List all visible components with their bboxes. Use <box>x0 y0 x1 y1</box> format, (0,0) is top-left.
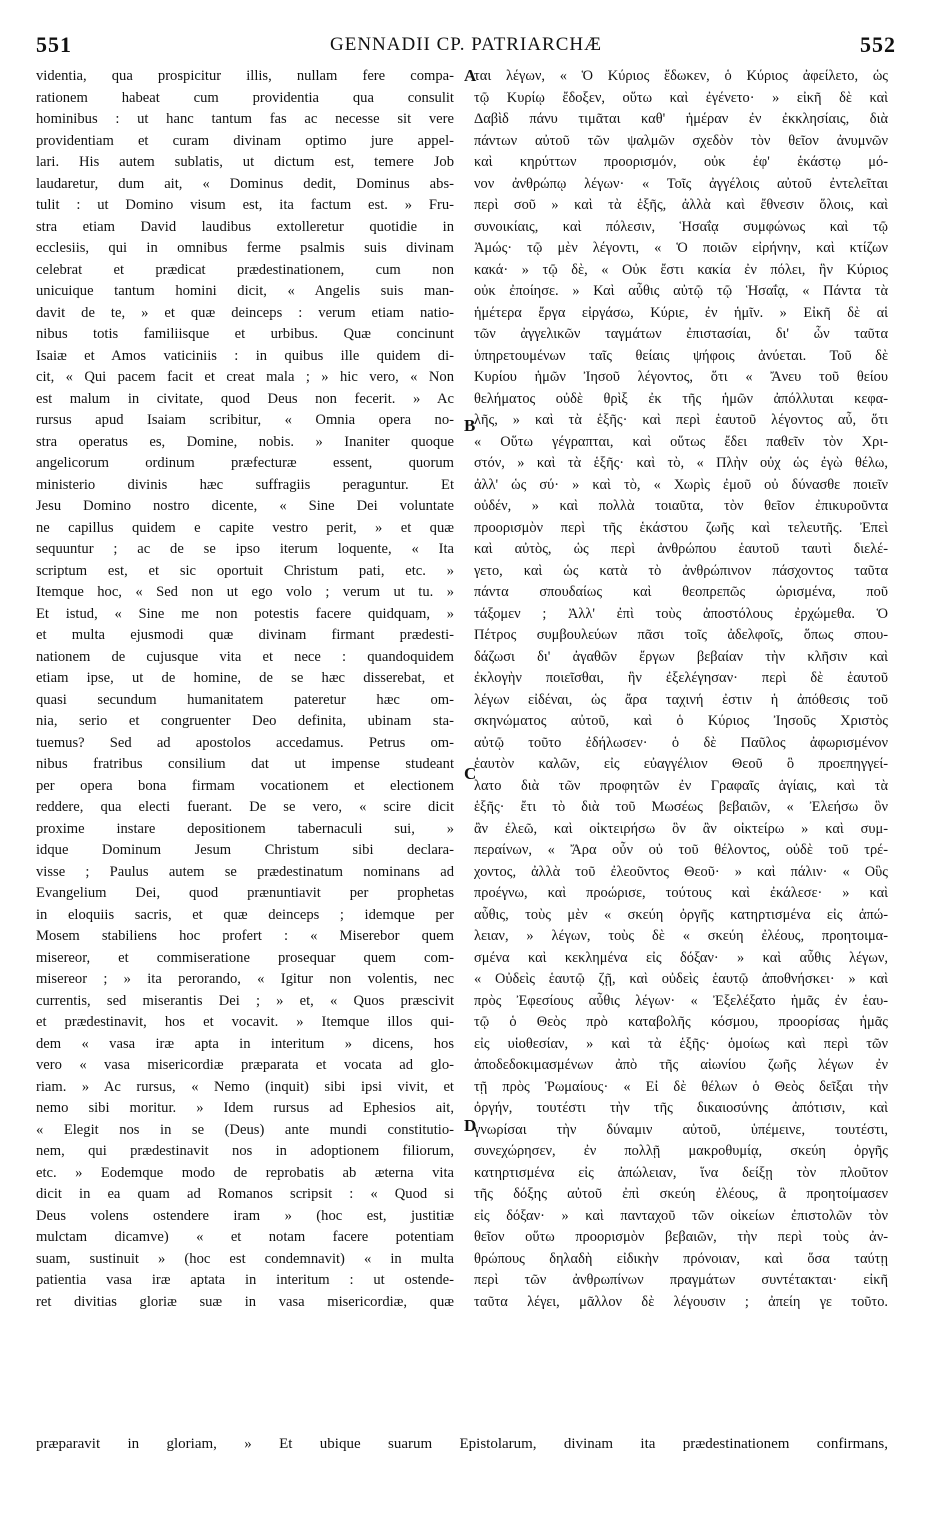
greek-text-line: ὑπηρετουμένων ταῖς θείαις ψήφοις ἀνύεται. Τοῦ δὲ <box>474 347 888 364</box>
greek-text-line: θρώπους δηλαδὴ εἰδικὴν πρόνοιαν, καὶ ὅσα ταύτῃ <box>474 1250 888 1267</box>
margin-letter-c: C <box>464 764 477 783</box>
latin-text-line: angelicorum ordinum præfecturæ essent, quorum <box>36 455 454 471</box>
margin-letter-a: A <box>464 66 477 85</box>
latin-text-line: davit de te, » et quæ deinceps : verum etiam natio- <box>36 304 454 321</box>
greek-text-line: προορισμὸν περὶ τῆς ἑκάστου ζωῆς καὶ τελευτῆς. Ἐπεὶ <box>474 519 888 536</box>
latin-text-line: Itemque hoc, « Sed non ut ego volo ; verum ut tu. » <box>36 584 454 600</box>
margin-letter-b: B <box>464 416 476 435</box>
greek-text-line: συνοικίαις, καὶ πόλεσιν, Ἡσαΐᾳ συμφώνως καὶ τῷ <box>474 218 888 235</box>
latin-column <box>36 66 454 1313</box>
latin-text-line: mulctam dicamve) « et notam facere potentiam <box>36 1229 454 1245</box>
latin-text-line: ecclesiis, qui in omnibus ferme psalmis suis divinam <box>36 240 454 256</box>
latin-text-line: videntia, qua prospicitur illis, nullam fere compa- <box>36 68 454 84</box>
greek-text-line: ἑαυτὸν καλῶν, εἰς εὐαγγέλιον Θεοῦ ὃ προεπηγγεί- <box>474 756 888 772</box>
latin-text-line: Jesu Domino nostro dicente, « Sine Dei voluntate <box>36 498 454 514</box>
greek-text-line: ἑξῆς· ἔτι τὸ διὰ τοῦ Μωσέως βεβαιῶν, « Ἐλεήσω ὃν <box>474 799 888 815</box>
greek-text-line: καὶ κηρύττων προορισμόν, οὐκ ἐφ' ἑκάστῳ μό- <box>474 154 888 170</box>
greek-text-line: συνεχώρησεν, ἐν πολλῇ μακροθυμίᾳ, σκεύη ὀργῆς <box>474 1143 888 1159</box>
greek-text-line: σκηνώματος αὐτοῦ, καὶ ὁ Κύριος Ἰησοῦς Χριστὸς <box>474 713 888 729</box>
greek-text-line: Ἀμώς· τῷ μὲν λέγοντι, « Ὁ ποιῶν εἰρήνην, καὶ κτίζων <box>474 240 888 256</box>
latin-text-line: visse ; Paulus autem se prædestinatum nominans ad <box>36 863 454 880</box>
greek-text-line: εἰς υἱοθεσίαν, » καὶ τὰ ἑξῆς· ὁμοίως καὶ περὶ τῶν <box>474 1035 888 1052</box>
greek-text-line: τῶν ἀγγελικῶν ταγμάτων ἐπιστασίαι, δι' ὧν ταῦτα <box>474 326 888 342</box>
latin-text-line: stra operatus es, Domine, nobis. » Inaniter quoque <box>36 433 454 450</box>
margin-letter-d: D <box>464 1116 477 1135</box>
latin-text-line: misereor ; » ita perorando, « Igitur non volentis, nec <box>36 971 454 987</box>
latin-text-line: misereor, et commiseratione prosequar quem com- <box>36 949 454 966</box>
latin-text-line: Mosem stabiliens hoc profert : « Miserebor quem <box>36 928 454 944</box>
latin-text-line: riam. » Ac rursus, « Nemo (inquit) sibi ipsi vivit, et <box>36 1078 454 1095</box>
greek-text-line: λέγων εἰδέναι, ὡς ἄρα ταχινή ἐστιν ἡ ἀπόθεσις τοῦ <box>474 691 888 708</box>
latin-text-line: « Elegit nos in se (Deus) ante mundi constitutio- <box>36 1121 454 1138</box>
greek-text-line: γετο, καὶ ὡς κατὰ τὸ ἀνθρώπινον πάσχοντος ταῦτα <box>474 562 888 579</box>
greek-text-line: ἡμέτερα ἔργα εἰργάσω, Κύριε, ἐν ἡμῖν. » Εἰκῆ δὲ αἱ <box>474 304 888 321</box>
greek-text-line: Δαβὶδ πάνυ τιμᾶται καθ' ἡμέραν ἐν ἐκκλησίαις, διὰ <box>474 111 888 127</box>
greek-text-line: εἰς δόξαν· » καὶ πανταχοῦ τῶν οἰκείων ἐπιστολῶν τὸν <box>474 1207 888 1224</box>
latin-text-line: reddere, qua electi fuerant. De se vero, « scire dicit <box>36 799 454 815</box>
latin-text-line: lari. His autem sublatis, ut dictum est, temere Job <box>36 154 454 170</box>
latin-text-line: proxime instare depositionem tabernaculi sui, » <box>36 820 454 837</box>
greek-text-line: καὶ αὐτὸς, ὡς περὶ ἀνθρώπου ἑαυτοῦ ταυτὶ διελέ- <box>474 541 888 557</box>
greek-text-line: κατηρτισμένα εἰς ἀπώλειαν, ἵνα δείξῃ τὸν πλοῦτον <box>474 1164 888 1181</box>
latin-text-line: Deus volens ostendere iram » (hoc est, justitiæ <box>36 1207 454 1224</box>
greek-text-line: Κυρίου ἡμῶν Ἰησοῦ λέγοντος, ὅτι « Ἄνευ τοῦ θείου <box>474 369 888 385</box>
latin-text-line: laudaretur, dum ait, « Dominus dedit, Dominus abs- <box>36 175 454 192</box>
greek-text-line: περὶ τῶν ἀνθρωπίνων πραγμάτων συντέτακται· εἰκῆ <box>474 1272 888 1288</box>
greek-text-line: ἂν ἐλεῶ, καὶ οἰκτειρήσω ὃν ἂν οἰκτείρω » καὶ συμ- <box>474 820 888 837</box>
latin-text-line: vero « vasa misericordiæ præparata et vocata ad glo- <box>36 1057 454 1073</box>
greek-text-line: περαίνων, « Ἄρα οὖν οὐ τοῦ θέλοντος, οὐδὲ τοῦ τρέ- <box>474 842 888 858</box>
greek-text-line: πάντα σπουδαίως καὶ θεοπρεπῶς ὡρισμένα, ποῦ <box>474 584 888 600</box>
greek-text-line: ἀποδεδοκιμασμένων ἀπὸ τῆς αἰωνίου ζωῆς λέγων ἐν <box>474 1057 888 1073</box>
latin-text-line: nem, qui prædestinavit nos in adoptionem filiorum, <box>36 1143 454 1159</box>
greek-text-line: ται λέγων, « Ὁ Κύριος ἔδωκεν, ὁ Κύριος ἀφείλετο, ὡς <box>474 68 888 84</box>
latin-text-line: idque Dominum Jesum Christum sibi declara- <box>36 842 454 858</box>
latin-text-line: celebrat et prædicat prædestinationem, cum non <box>36 261 454 278</box>
latin-text-line: sequuntur ; ac de se ipso iterum loquente, « Ita <box>36 541 454 557</box>
latin-text-line: quasi secundum humanitatem pateretur hæc om- <box>36 691 454 708</box>
greek-text-line: δάζωσι δι' ἀγαθῶν ἔργων βεβαίαν τὴν κλῆσιν καὶ <box>474 648 888 665</box>
running-title: GENNADII CP. PATRIARCHÆ <box>330 34 602 55</box>
greek-text-line: Πέτρος συμβουλεύων πᾶσι τοῖς ἀδελφοῖς, ὅπως σπου- <box>474 627 888 643</box>
greek-text-line: οὐκ ἐποίησε. » Καὶ αὖθις αὐτῷ τῷ Ἡσαΐᾳ, « Πάντα τὰ <box>474 283 888 299</box>
latin-text-line: scriptum est, et sic oportuit Christum pati, etc. » <box>36 562 454 579</box>
latin-text-line: dicit in ea quam ad Romanos scripsit : « Quod si <box>36 1186 454 1202</box>
greek-text-line: « Οὕτω γέγραπται, καὶ οὕτως ἔδει παθεῖν τὸν Χρι- <box>474 433 888 450</box>
page-header <box>36 28 896 60</box>
left-page-number: 551 <box>36 32 72 57</box>
greek-text-line: τῷ Κυρίῳ ἔδοξεν, οὕτω καὶ ἐγένετο· » εἰκῆ δὲ καὶ <box>474 89 888 106</box>
latin-text-line: ne capillus quidem e capite vestro perit, » et quæ <box>36 519 454 536</box>
latin-text-line: suam, sustinuit » (hoc est condemnavit) « in multa <box>36 1250 454 1267</box>
greek-text-line: σμένα καὶ κεκλημένα εἰς δόξαν· » καὶ αὖθις λέγων, <box>474 949 888 966</box>
greek-text-line: λειαν, » λέγων, τοὺς δὲ « σκεύη ἐλέους, προητοιμα- <box>474 928 888 944</box>
latin-text-line: ministerio divinis hæc suffragiis peraguntur. Et <box>36 476 454 493</box>
greek-text-line: θεῖον οὕτω προορισμὸν βεβαιῶν, τὴν περὶ τοὺς ἀν- <box>474 1229 888 1245</box>
greek-text-line: γνωρίσαι τὴν δύναμιν αὐτοῦ, ὑπέμεινε, τουτέστι, <box>474 1121 888 1138</box>
latin-text-line: Et istud, « Sine me non potestis facere quidquam, » <box>36 605 454 622</box>
greek-text-line: χοντος, ἀλλὰ τοῦ ἐλεοῦντος Θεοῦ· » καὶ πάλιν· « Οὓς <box>474 863 888 880</box>
latin-text-line: Evangelium Dei, quod prænuntiavit per prophetas <box>36 885 454 901</box>
latin-text-line: dem « vasa iræ apta in interitum » dicens, hos <box>36 1035 454 1052</box>
latin-text-line: hominibus : ut hanc tantum fas ac necesse sit vere <box>36 111 454 127</box>
greek-text-line: ὀργήν, τουτέστι τὴν τῆς δικαιοσύνης ἀπότισιν, καὶ <box>474 1100 888 1116</box>
latin-text-line: nibus totis familiisque et urbibus. Quæ concinunt <box>36 326 454 342</box>
latin-text-line: ret divitias gloriæ suæ in vasa misericordiæ, quæ <box>36 1293 454 1310</box>
latin-text-line: stra etiam David laudibus extolleretur quotidie in <box>36 218 454 235</box>
latin-text-line: unicuique tantum homini dicit, « Angelis suis man- <box>36 283 454 299</box>
latin-text-line: tulit : ut Domino visum est, ita factum est. » Fru- <box>36 197 454 213</box>
latin-text-line: est malum in civitate, quod Deus non fecerit. » Ac <box>36 390 454 407</box>
greek-text-line: ἐκλογὴν ποιεῖσθαι, ἣν ἐξελέγησαν· περὶ δὲ ἑαυτοῦ <box>474 670 888 686</box>
greek-column <box>474 66 888 1313</box>
greek-text-line: τάξομεν ; Ἀλλ' ἐπὶ τοὺς ἀποστόλους ἐρχώμεθα. Ὁ <box>474 605 888 622</box>
greek-text-line: τῷ ὁ Θεὸς πρὸ καταβολῆς κόσμου, προορίσας ἡμᾶς <box>474 1014 888 1030</box>
latin-text-line: rationem habeat cum providentia qua consulit <box>36 89 454 106</box>
greek-text-line: οὐδέν, » καὶ πολλὰ τοιαῦτα, τὸν θεῖον ἐπικυροῦντα <box>474 498 888 514</box>
latin-text-line: nia, serio et congruenter Deo definita, ubinam sta- <box>36 713 454 729</box>
greek-text-line: ἀλλ' ὡς σύ· » καὶ τὸ, « Χωρὶς ἐμοῦ οὐ δύνασθε ποιεῖν <box>474 476 888 493</box>
greek-text-line: πρὸς Ἐφεσίους αὖθις λέγων· « Ἐξελέξατο ἡμᾶς ἐν ἑαυ- <box>474 992 888 1009</box>
latin-text-line: per opera bona firmam vocationem et electionem <box>36 777 454 794</box>
latin-text-line: rursus apud Isaiam scribitur, « Omnia opera no- <box>36 412 454 428</box>
greek-text-line: περὶ σοῦ » καὶ τὰ ἑξῆς, ἀλλὰ καὶ ἔθνεσιν ὅλοις, καὶ <box>474 197 888 213</box>
latin-text-line: providentiam et curam divinam optimo jure appel- <box>36 132 454 149</box>
latin-text-line: in eloquiis sacris, et quæ deinceps ; idemque per <box>36 906 454 923</box>
right-page-number: 552 <box>860 32 896 57</box>
greek-text-line: αὖθις, τοὺς μὲν « σκεύη ὀργῆς κατηρτισμένα εἰς ἀπώ- <box>474 906 888 923</box>
latin-text-line: nationem de cujusque vita et nece : quandoquidem <box>36 648 454 665</box>
latin-text-line: nemo sibi moritur. » Idem rursus ad Ephesios ait, <box>36 1100 454 1116</box>
greek-text-line: πάντων αὐτοῦ τῶν ψαλμῶν σχεδὸν τὸν θεῖον ἀνυμνῶν <box>474 132 888 149</box>
greek-text-line: τῇ πρὸς Ῥωμαίους· « Εἰ δὲ θέλων ὁ Θεὸς δεῖξαι τὴν <box>474 1078 888 1095</box>
greek-text-line: « Οὐδεὶς ἑαυτῷ ζῇ, καὶ οὐδεὶς ἑαυτῷ ἀποθνήσκει· » καὶ <box>474 971 888 987</box>
greek-text-line: αὐτῷ τοῦτο ἐδήλωσεν· ὁ δὲ Παῦλος ἀφωρισμένον <box>474 734 888 751</box>
greek-text-line: νον ἀνθρώπῳ λέγων· « Τοῖς ἀγγέλοις αὐτοῦ ἐντελεῖται <box>474 175 888 192</box>
latin-text-line: et prædestinavit, hos et vocavit. » Itemque illos qui- <box>36 1014 454 1030</box>
latin-text-line: patientia vasa iræ aptata in interitum : ut ostende- <box>36 1272 454 1288</box>
bottom-spanning-line: præparavit in gloriam, » Et ubique suarum Epistolarum, divinam ita prædestinationem confirmans, <box>36 1436 888 1452</box>
latin-text-line: nibus fratribus consilium dat ut impense studeant <box>36 756 454 772</box>
latin-text-line: etiam ipse, ut de homine, de se hæc disserebat, et <box>36 670 454 686</box>
greek-text-line: λῆς, » καὶ τὰ ἑξῆς· καὶ περὶ ἑαυτοῦ λέγοντος αὖ, ὅτι <box>474 412 888 428</box>
latin-text-line: et multa ejusmodi quæ divinam firmant prædesti- <box>36 627 454 643</box>
greek-text-line: ταῦτα λέγει, μᾶλλον δὲ λέγουσιν ; ἀπείη γε τοῦτο. <box>474 1293 888 1310</box>
latin-text-line: etc. » Eodemque modo de reprobatis ab æterna vita <box>36 1164 454 1181</box>
latin-text-line: tuemus? Sed ad apostolos accedamus. Petrus om- <box>36 734 454 751</box>
latin-text-line: Isaiæ et Amos vaticiniis : in quibus ille quidem di- <box>36 347 454 364</box>
latin-text-line: currentis, sed miserantis Dei ; » et, « Quos præscivit <box>36 992 454 1009</box>
greek-text-line: θελήματος οὐδὲ θρὶξ ἐκ τῆς ἡμῶν ἀπόλλυται κεφα- <box>474 390 888 407</box>
greek-text-line: κακά· » τῷ δὲ, « Οὐκ ἔστι κακία ἐν πόλει, ἣν Κύριος <box>474 261 888 278</box>
greek-text-line: τῆς δόξης αὐτοῦ ἐπὶ σκεύη ἐλέους, ἃ προητοίμασεν <box>474 1186 888 1202</box>
greek-text-line: λατο διὰ τῶν προφητῶν ἐν Γραφαῖς ἁγίαις, καὶ τὰ <box>474 777 888 794</box>
latin-text-line: cit, « Qui pacem facit et creat mala ; » hic vero, « Non <box>36 369 454 385</box>
greek-text-line: στόν, » καὶ τὰ ἑξῆς· καὶ τὸ, « Πλὴν οὐχ ὡς ἐγὼ θέλω, <box>474 455 888 471</box>
greek-text-line: προέγνω, καὶ προώρισε, τούτους καὶ ἐκάλεσε· » καὶ <box>474 885 888 901</box>
